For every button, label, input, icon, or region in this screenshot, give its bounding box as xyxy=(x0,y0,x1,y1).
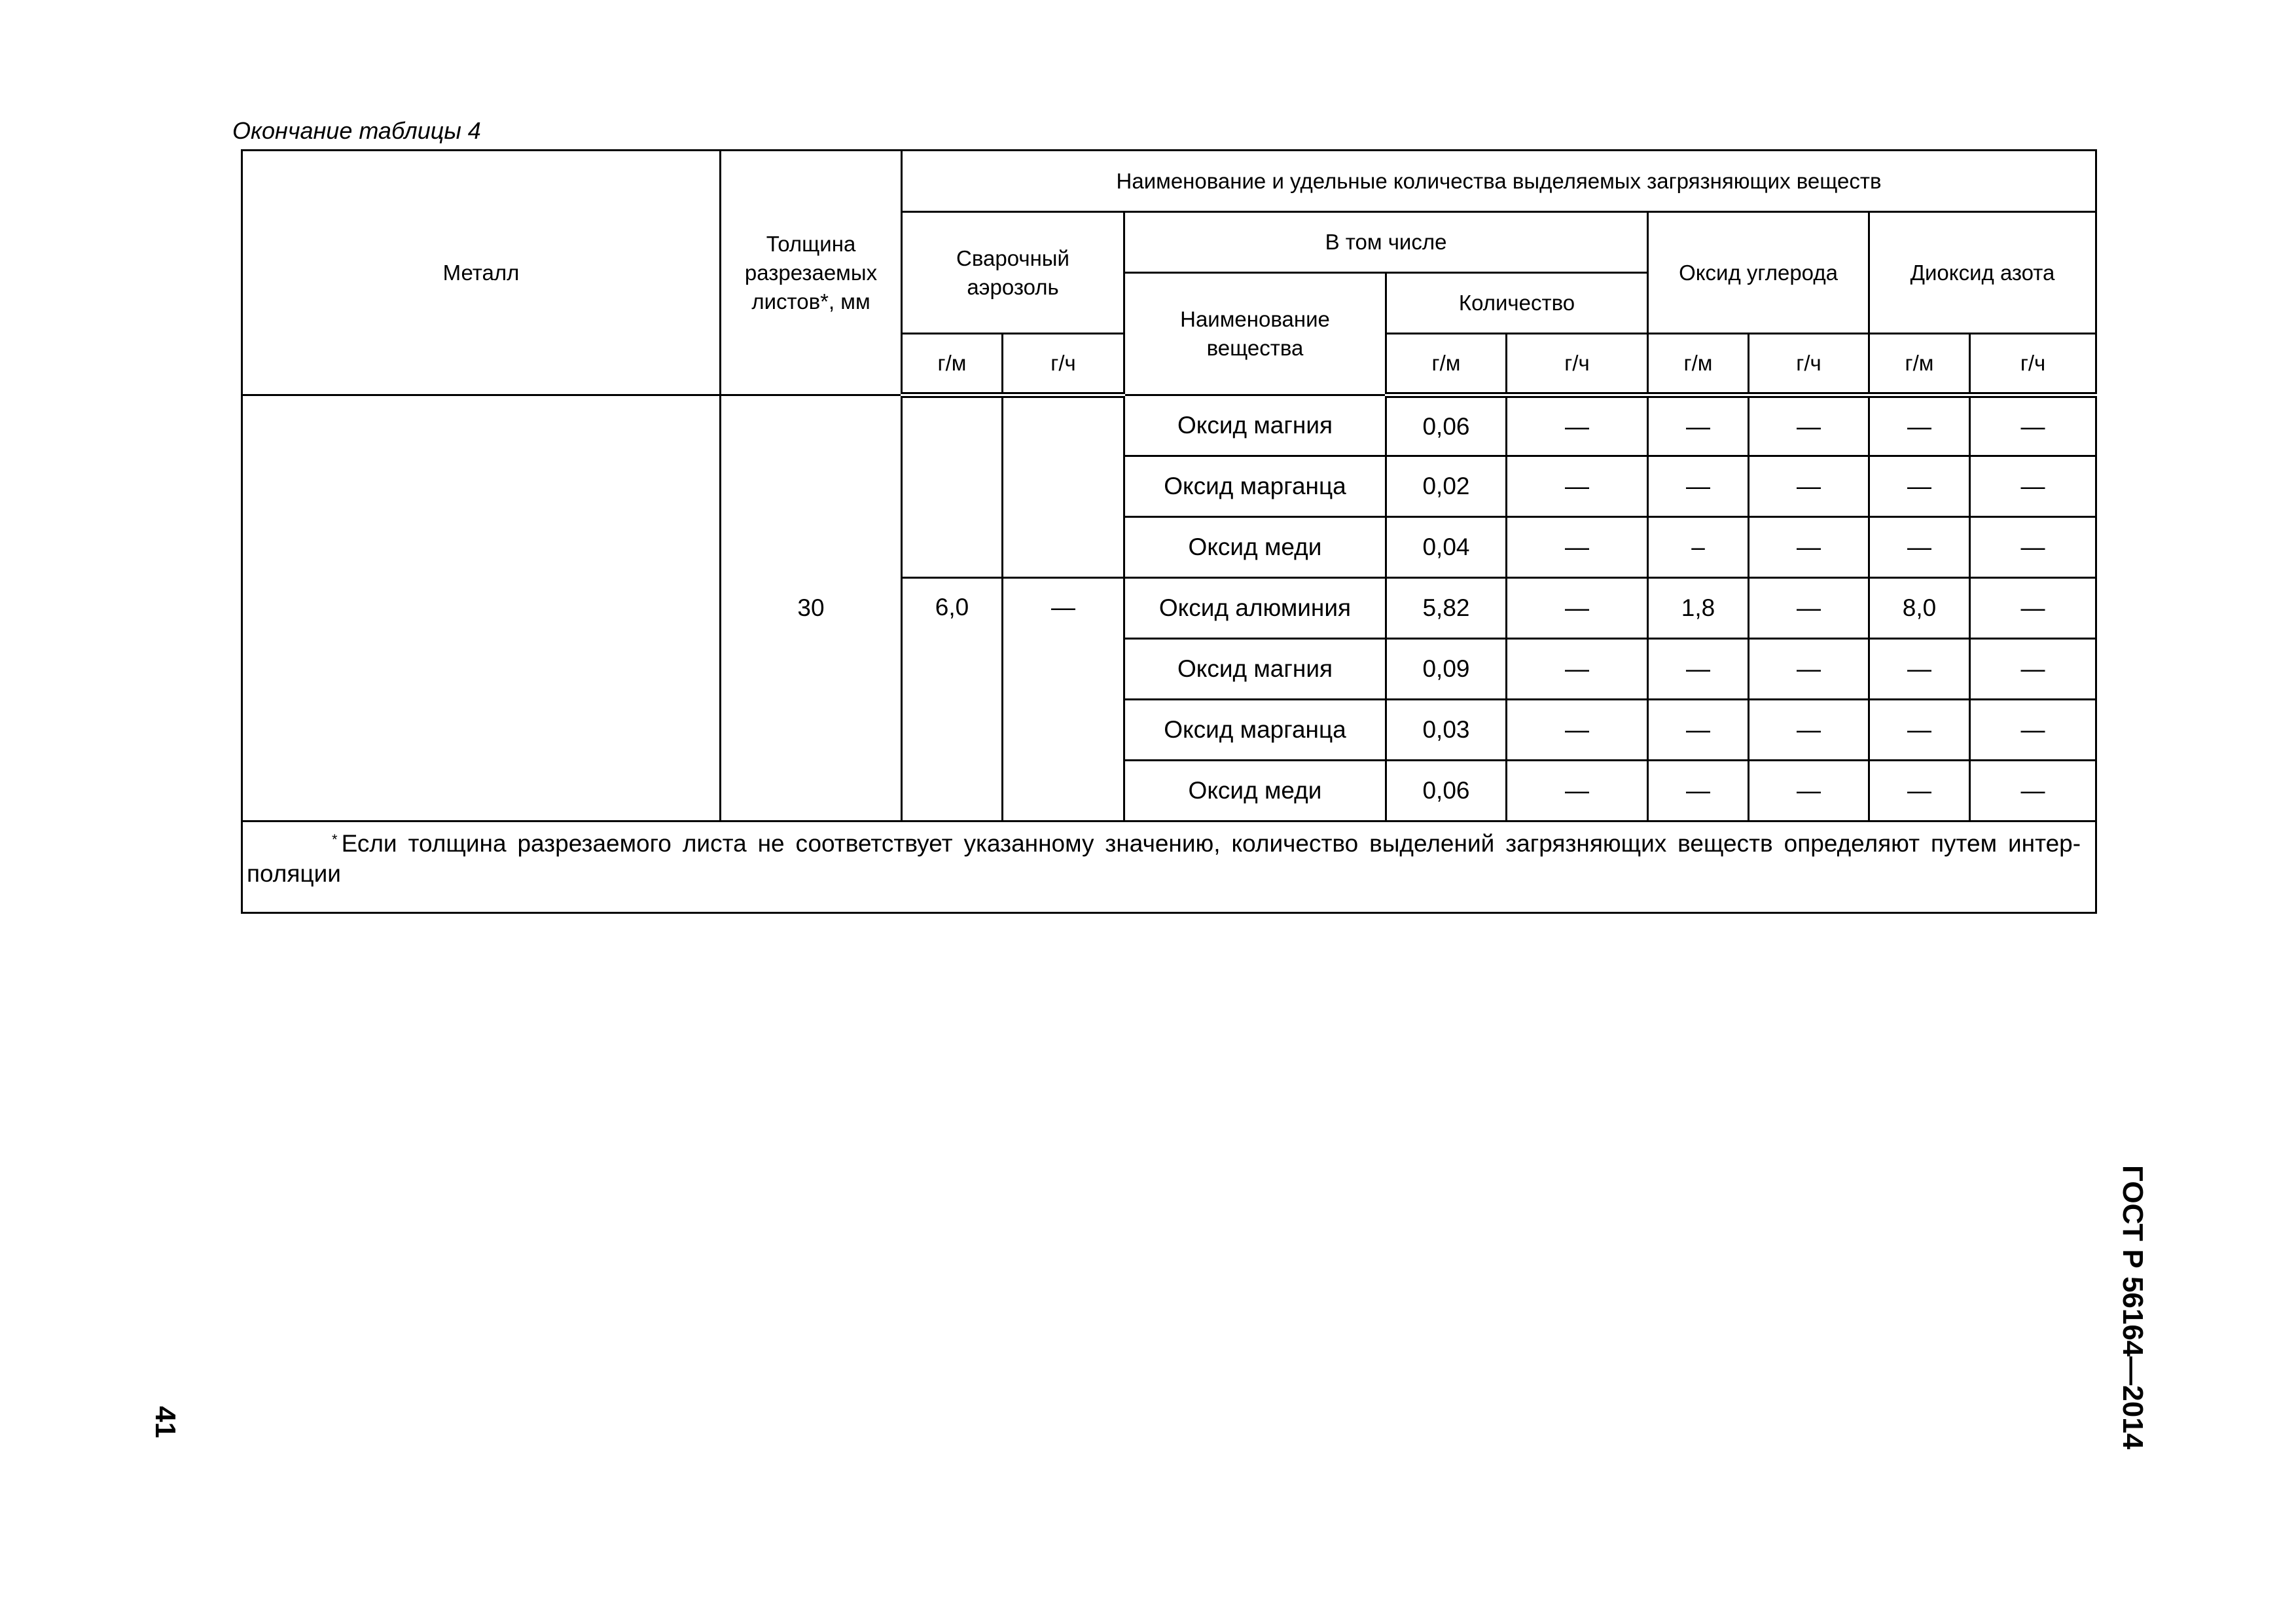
co-gh-cell: — xyxy=(1749,761,1869,821)
no2-gh-cell: — xyxy=(1970,456,2096,517)
no2-gh-cell: — xyxy=(1970,761,2096,821)
data-table xyxy=(241,149,2097,914)
header-group-title: Наименование и удельные количества выделяемых загрязняющих веществ xyxy=(902,151,2096,212)
unit-co-gm: г/м xyxy=(1648,334,1749,395)
footnote-text: Если толщина разрезаемого листа не соответствует указанному значению, количество выделений загрязняющих веществ определяют путем интер-поляции xyxy=(247,830,2081,887)
standard-designation: ГОСТ Р 56164—2014 xyxy=(2117,1165,2149,1450)
table-footnote xyxy=(242,821,2096,913)
qty-gm-cell: 0,09 xyxy=(1386,639,1507,700)
no2-gm-cell: 8,0 xyxy=(1869,578,1970,639)
substance-cell: Оксид алюминия xyxy=(1124,578,1386,639)
qty-gh-cell: — xyxy=(1507,639,1648,700)
aerosol-gh-empty xyxy=(1003,395,1124,578)
header-including: В том числе xyxy=(1124,212,1648,273)
no2-gm-cell: — xyxy=(1869,700,1970,761)
substance-cell: Оксид меди xyxy=(1124,761,1386,821)
substance-cell: Оксид магния xyxy=(1124,395,1386,456)
no2-gh-cell: — xyxy=(1970,578,2096,639)
page-number: 41 xyxy=(149,1406,181,1438)
thickness-cell: 30 xyxy=(721,395,902,821)
unit-no2-gh: г/ч xyxy=(1970,334,2096,395)
footnote-mark: * xyxy=(332,831,338,848)
unit-quantity-gh: г/ч xyxy=(1507,334,1648,395)
header-substance-name: Наименование вещества xyxy=(1124,273,1386,395)
header-quantity: Количество xyxy=(1386,273,1648,334)
co-gh-cell: — xyxy=(1749,700,1869,761)
header-thickness: Толщина разрезаемых листов*, мм xyxy=(721,151,902,395)
no2-gh-cell: — xyxy=(1970,639,2096,700)
unit-no2-gm: г/м xyxy=(1869,334,1970,395)
qty-gh-cell: — xyxy=(1507,517,1648,578)
co-gm-cell: — xyxy=(1648,456,1749,517)
substance-cell: Оксид магния xyxy=(1124,639,1386,700)
no2-gm-cell: — xyxy=(1869,639,1970,700)
table-caption: Окончание таблицы 4 xyxy=(232,117,481,144)
co-gh-cell: — xyxy=(1749,395,1869,456)
co-gh-cell: — xyxy=(1749,456,1869,517)
co-gm-cell: – xyxy=(1648,517,1749,578)
substance-cell: Оксид меди xyxy=(1124,517,1386,578)
substance-cell: Оксид марганца xyxy=(1124,700,1386,761)
no2-gh-cell: — xyxy=(1970,700,2096,761)
qty-gm-cell: 0,06 xyxy=(1386,395,1507,456)
unit-quantity-gm: г/м xyxy=(1386,334,1507,395)
co-gh-cell: — xyxy=(1749,639,1869,700)
co-gm-cell: — xyxy=(1648,761,1749,821)
aerosol-gm-empty xyxy=(902,395,1003,578)
no2-gm-cell: — xyxy=(1869,761,1970,821)
co-gm-cell: — xyxy=(1648,639,1749,700)
unit-co-gh: г/ч xyxy=(1749,334,1869,395)
table-row xyxy=(242,395,2096,456)
metal-cell xyxy=(242,395,721,821)
header-carbon-monoxide: Оксид углерода xyxy=(1648,212,1869,334)
header-nitrogen-dioxide: Диоксид азота xyxy=(1869,212,2096,334)
aerosol-gh-cell: — xyxy=(1003,578,1124,821)
header-aerosol: Сварочный аэрозоль xyxy=(902,212,1124,334)
qty-gm-cell: 5,82 xyxy=(1386,578,1507,639)
aerosol-gm-cell: 6,0 xyxy=(902,578,1003,821)
unit-aerosol-gh: г/ч xyxy=(1003,334,1124,395)
qty-gh-cell: — xyxy=(1507,700,1648,761)
header-metal: Металл xyxy=(242,151,721,395)
substance-cell: Оксид марганца xyxy=(1124,456,1386,517)
qty-gm-cell: 0,02 xyxy=(1386,456,1507,517)
co-gh-cell: — xyxy=(1749,517,1869,578)
co-gm-cell: — xyxy=(1648,700,1749,761)
qty-gh-cell: — xyxy=(1507,578,1648,639)
no2-gh-cell: — xyxy=(1970,395,2096,456)
unit-aerosol-gm: г/м xyxy=(902,334,1003,395)
qty-gm-cell: 0,03 xyxy=(1386,700,1507,761)
co-gm-cell: — xyxy=(1648,395,1749,456)
no2-gm-cell: — xyxy=(1869,395,1970,456)
no2-gh-cell: — xyxy=(1970,517,2096,578)
co-gh-cell: — xyxy=(1749,578,1869,639)
qty-gh-cell: — xyxy=(1507,761,1648,821)
co-gm-cell: 1,8 xyxy=(1648,578,1749,639)
qty-gh-cell: — xyxy=(1507,456,1648,517)
no2-gm-cell: — xyxy=(1869,456,1970,517)
qty-gh-cell: — xyxy=(1507,395,1648,456)
no2-gm-cell: — xyxy=(1869,517,1970,578)
qty-gm-cell: 0,04 xyxy=(1386,517,1507,578)
qty-gm-cell: 0,06 xyxy=(1386,761,1507,821)
